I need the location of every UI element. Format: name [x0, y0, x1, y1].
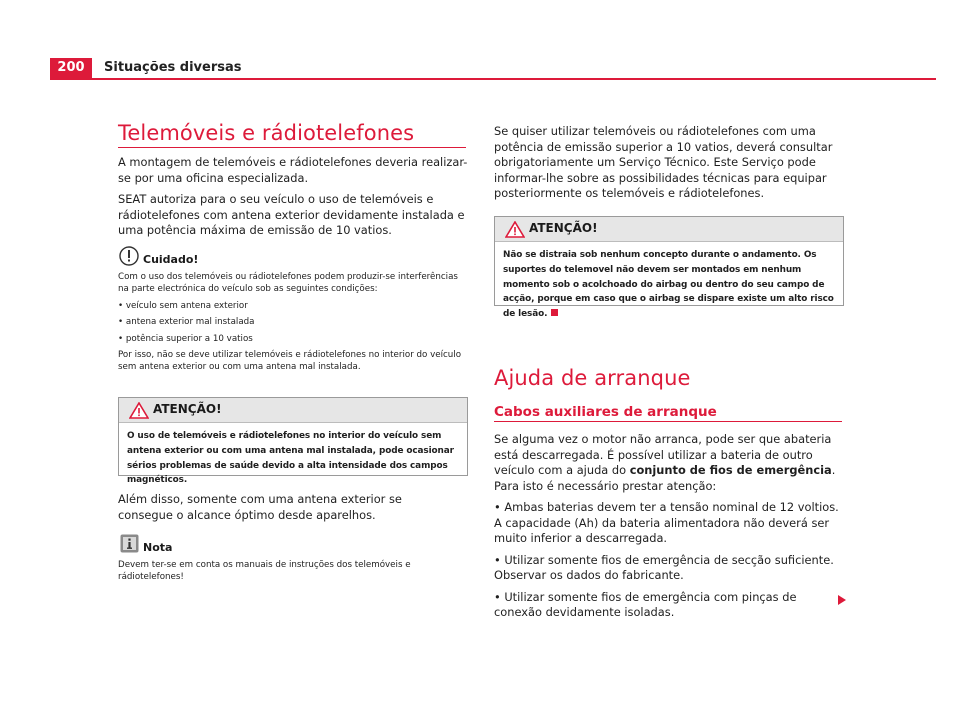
warning-triangle-icon	[505, 221, 525, 238]
left-para-3: Além disso, somente com uma antena exterior se consegue o alcance óptimo desde aparelhos.	[118, 492, 402, 522]
warning-header	[495, 217, 843, 242]
warning-box-left	[118, 397, 468, 486]
note-icon	[120, 534, 139, 553]
section-title: Ajuda de arranque	[494, 366, 691, 390]
page-number: 200	[50, 58, 92, 78]
right-body	[494, 432, 844, 627]
title-rule	[118, 147, 466, 148]
warning-text: Não se distraia sob nenhum concepto durante o andamento. Os suportes do telemovel não devem ser montados em nenhum momento sob o acolchoado do airbag ou dentro do seu campo de acção, porque em caso que o airbag se dispare existe um alto risco de lesão.	[503, 250, 834, 320]
header-rule	[50, 78, 936, 80]
bullet-2: • Utilizar somente fios de emergência de secção suficiente. Observar os dados do fabricante.	[494, 552, 834, 582]
left-para-2: SEAT autoriza para o seu veículo o uso de telemóveis e rádiotelefones com antena exterior devidamente instalada e uma potência máxima de emissão de 10 vatios.	[118, 192, 465, 237]
note-text: Devem ter-se em conta os manuais de instruções dos telemóveis e rádiotelefones!	[118, 560, 411, 583]
subsection-title: Cabos auxiliares de arranque	[494, 404, 717, 420]
caution-outro: Por isso, não se deve utilizar telemóveis e rádiotelefones no interior do veículo sem antena exterior ou com uma antena mal instalada.	[118, 350, 462, 373]
caution-title: Cuidado!	[143, 253, 199, 266]
caution-intro: Com o uso dos telemóveis ou rádiotelefones podem produzir-se interferências na parte electrónica do veículo sob as seguintes condições:	[118, 272, 458, 295]
caution-text	[118, 271, 470, 378]
note-title: Nota	[143, 541, 173, 554]
para2-pre: Se alguma vez o motor não arranca, pode ser que abateria está descarregada. É possível utilizar a bateria de outro veículo com a ajuda do	[494, 432, 832, 477]
warning-text-wrap	[495, 242, 843, 328]
warning-title: ATENÇÃO!	[153, 402, 222, 416]
subsection-rule	[494, 421, 842, 422]
continue-arrow-icon	[836, 591, 848, 603]
caution-item-2: • antena exterior mal instalada	[118, 317, 255, 328]
warning-text: O uso de telemóveis e rádiotelefones no interior do veículo sem antena exterior ou com uma antena mal instalada, pode ocasionar sérios problemas de saúde devido a alta intensidade dos campos magnéticos.	[127, 431, 454, 486]
warning-box-right	[494, 216, 844, 320]
end-of-section-marker	[551, 309, 558, 316]
right-para-1: Se quiser utilizar telemóveis ou rádiotelefones com uma potência de emissão superior a 10 vatios, deverá consultar obrigatoriamente um Serviço Técnico. Este Serviço pode informar-lhe sobre as possibilidades técnicas para equipar posteriormente os telemóveis e rádiotelefones.	[494, 124, 833, 200]
warning-triangle-icon	[129, 402, 149, 419]
para2-bold-term: conjunto de fios de emergência	[629, 463, 832, 477]
caution-icon	[118, 245, 140, 267]
bullet-1: • Ambas baterias devem ter a tensão nominal de 12 voltios. A capacidade (Ah) da bateria alimentadora não deverá ser muito inferior a descarregada.	[494, 500, 839, 545]
warning-header	[119, 398, 467, 423]
section-header-title: Situações diversas	[104, 60, 242, 75]
left-intro	[118, 155, 468, 245]
caution-item-1: • veículo sem antena exterior	[118, 300, 248, 311]
caution-item-3: • potência superior a 10 vatios	[118, 333, 253, 344]
bullet-3: • Utilizar somente fios de emergência com pinças de conexão devidamente isoladas.	[494, 589, 797, 619]
left-para-1: A montagem de telemóveis e rádiotelefones deveria realizar-se por uma oficina especializada.	[118, 155, 468, 185]
para2-post: . Para isto é necessário prestar atenção:	[494, 463, 836, 493]
page-title: Telemóveis e rádiotelefones	[118, 121, 415, 145]
right-para-2	[494, 432, 844, 494]
warning-title: ATENÇÃO!	[529, 221, 598, 235]
